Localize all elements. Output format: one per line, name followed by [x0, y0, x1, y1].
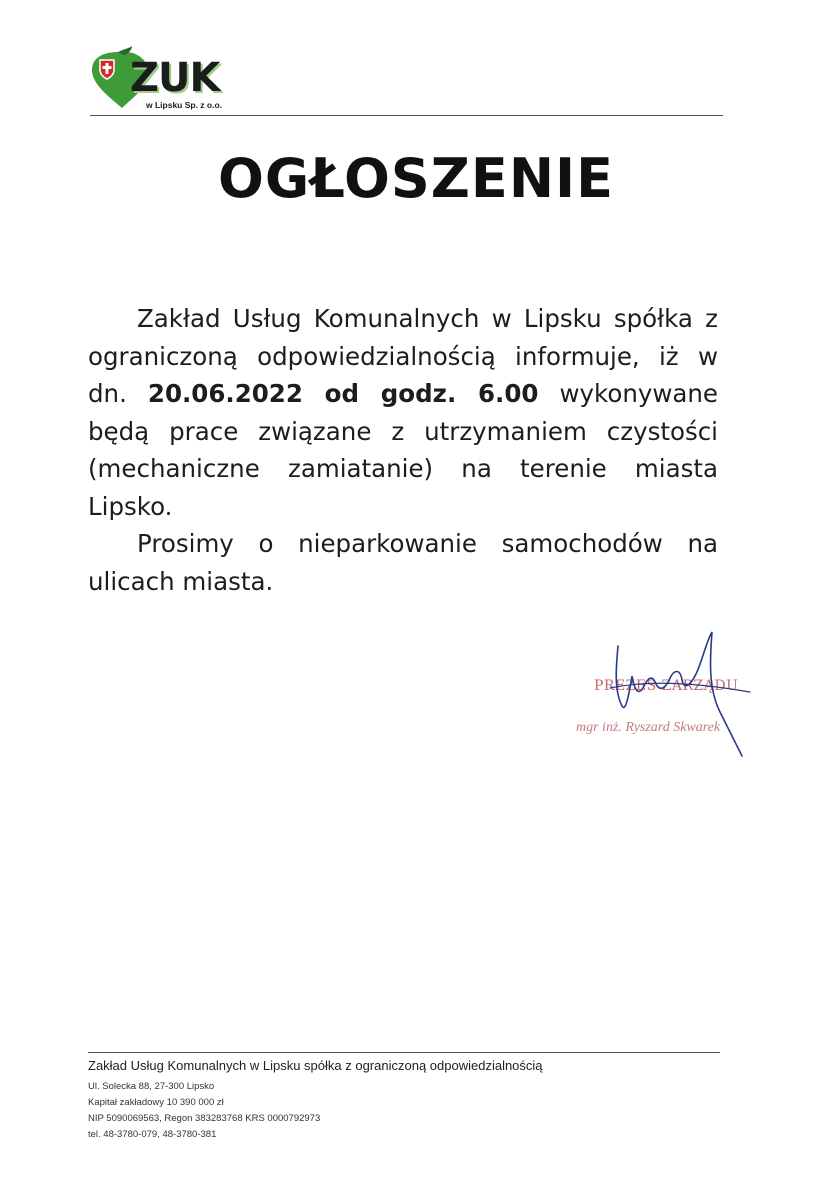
- stamp-title: PREZES ZARZĄDU: [594, 678, 739, 694]
- stamp-name: mgr inż. Ryszard Skwarek: [576, 720, 721, 735]
- signature-block: [570, 628, 770, 768]
- footer-address: Ul. Solecka 88, 27-300 Lipsko: [88, 1081, 215, 1092]
- page-title: OGŁOSZENIE: [218, 147, 614, 210]
- company-logo: [88, 46, 248, 116]
- paragraph-1-text-cont: wykonywane będą prace związane z utrzymaniem czystości (mechaniczne zamiatanie) na terenie miasta Lipsko.: [88, 379, 719, 521]
- footer-phone: tel. 48-3780-079, 48-3780-381: [88, 1129, 217, 1140]
- footer-ids: NIP 5090069563, Regon 383283768 KRS 0000792973: [88, 1113, 321, 1124]
- footer-capital: Kapitał zakładowy 10 390 000 zł: [88, 1097, 224, 1108]
- announcement-paragraph-1: [88, 300, 718, 525]
- announcement-date: 20.06.2022 od godz. 6.00: [147, 379, 539, 408]
- announcement-body: [88, 300, 718, 600]
- header-divider: [90, 115, 723, 116]
- paragraph-1-text: Zakład Usług Komunalnych w Lipsku spółka z ograniczoną odpowiedzialnością informuje, iż w dn.: [88, 304, 718, 408]
- footer-divider: [88, 1052, 720, 1053]
- logo-subtitle: w Lipsku Sp. z o.o.: [146, 100, 223, 110]
- footer-company-name: Zakład Usług Komunalnych w Lipsku spółka z ograniczoną odpowiedzialnością: [88, 1058, 543, 1073]
- handwritten-signature-icon: [570, 628, 770, 768]
- announcement-paragraph-2: Prosimy o nieparkowanie samochodów na ulicach miasta.: [88, 529, 718, 596]
- logo-wordmark: ZUK: [130, 55, 220, 101]
- footer-details: [88, 1079, 320, 1143]
